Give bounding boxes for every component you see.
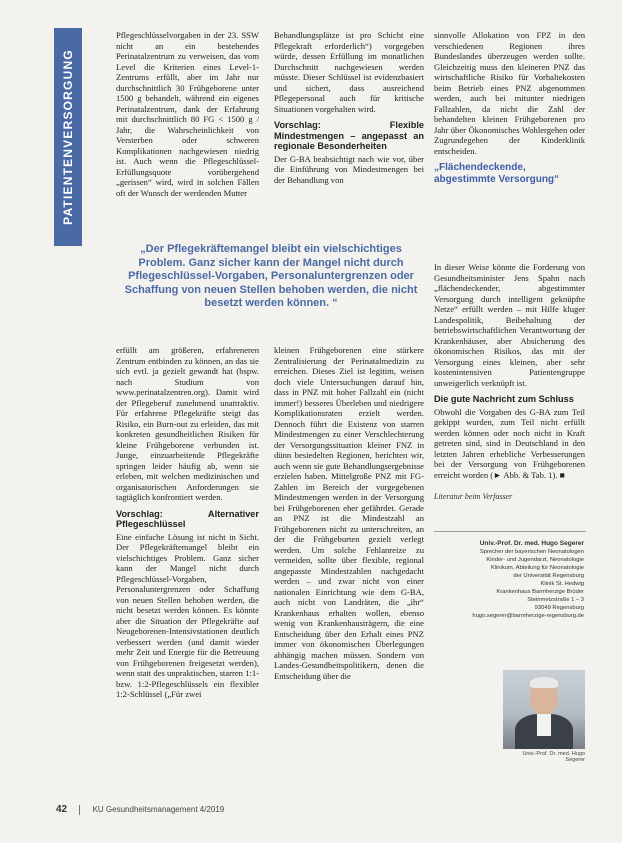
footer-divider [79,805,80,815]
author-line: Sprecher der bayerischen Neonatologen [479,549,584,555]
body-text: Obwohl die Vorgaben des G-BA zum Teil gekippt wurden, zum Teil nicht erfüllt werden können oder noch nicht in Kraft getreten sind, sind in Deutschland in den letzten Jahren erhebliche Verbesserungen bei der Versorgung von Frühgeborenen erreicht worden (► Abb. & Tab. 1). ■ [434,406,585,480]
author-line: 93049 Regensburg [534,605,584,611]
author-line: der Universität Regensburg [513,573,584,579]
divider [434,531,586,532]
body-text: Eine einfache Lösung ist nicht in Sicht. Der Pflegekräftemangel bleibt ein vielschichtiges Problem. Ganz sicher kann der Mangel nicht durch Pflegeschlüssel-Vorgaben, Personaluntergrenzen oder Schaffung von neuen Stellen behoben werden, die nicht besetzt werden können. Es könnte aber die Situation der Pflegekräfte auf Neugeborenen-Intensivstationen deutlich verbessert werden (und damit wieder mehr Zeit und Energie für die Betreuung von Frühgeborenen freigesetzt werden), wenn statt des unpraktischen, starren 1:1- bzw. 1:2-Pflegeschlüssels ein flexibler 1:2-Schlüssel („Für zwei [116,531,259,699]
column-3-top [434,30,585,187]
author-line: Steinmetzstraße 1 – 3 [527,597,584,603]
page-footer [56,804,224,815]
author-line: Krankenhaus Barmherzige Brüder [496,589,584,595]
body-text: In dieser Weise könnte die Forderung von Gesundheitsminister Jens Spahn nach „flächendeckender, abgestimmter Versorgung durch intelligent geknüpfte Netze“ erfüllt werden – mit Hilfe kluger Landespolitik, Beibehaltung der betriebswirtschaftlichen Verantwortung der Krankenhäuser, aber Absicherung des ökonomischen Risikos, das mit der Versorgung eines kleinen, aber sehr kostenintensiven Patientengruppe unweigerlich verknüpft ist. [434,262,585,388]
column-2-top [274,30,424,185]
literature-note: Literatur beim Verfasser [434,492,513,501]
body-text: erfüllt am größeren, erfahreneren Zentrum entbinden zu können, an das sie sich evtl. ja gezielt gewandt hat (bspw. nach Studium von www.perinatalzentren.org). Damit wird der Pflegeberuf zunehmend unattraktiv. Für erfahrene Pflegekräfte steigt das Risiko, ein Burn-out zu erleiden, das mit konkreten gesundheitlichen Risiken für kleine Frühgeborene verbunden ist. Junge, einzuarbeitende Pflegekräfte springen leider häufig ab, wenn sie erleben, mit welchen medizinischen und organisatorischen Anforderungen sie tagtäglich konfrontiert werden. [116,345,259,502]
author-info [434,540,584,658]
body-text: Pflegeschlüsselvorgaben in der 23. SSW nicht an ein bestehendes Perinatalzentrum zu verweisen, das vom Level die Kriterien eines Level-1-Zentrums erfüllt, aber im Jahr nur durchschnittlich 30 Frühgeborene unter 1500 g behandelt, während ein eigenes Perinatalzentrum, dank der Erfahrung mit durchschnittlich 80 FG < 1500 g / Jahr, die Wahrscheinlichkeit von Versterben oder schweren Komplikationen nachgewiesen niedrig ist. Auch wenn die Pflegeschlüssel-Erfüllungsquote vorübergehend „gerissen“ wird, wird in solchen Fällen oft der Wunsch der werdenden Mutter [116,30,259,198]
journal-name: KU Gesundheitsmanagement 4/2019 [92,805,225,814]
author-photo [503,670,585,749]
photo-shirt [537,714,551,736]
section-heading: Vorschlag: Flexible Mindestmengen – angepasst an regionale Besonderheiten [274,120,424,151]
body-text: sinnvolle Allokation von FPZ in den verschiedenen Regionen ihres Bundeslandes überzeugen werden sollte. Gleichzeitig muss den kleineren PNZ das wirtschaftliche Risiko für Vorhaltekosten beim Betrieb eines PNZ abgenommen werden, auch bei mitunter niedrigen Fallzahlen, da nicht die Zahl der behandelten kleinen Frühgeborenen pro Jahr über Ökonomisches Wohlergehen oder Zugrundegehen der Kinderklinik entscheiden. [434,30,585,156]
section-tab-label: PATIENTENVERSORGUNG [61,49,75,225]
author-line: Klinikum, Abteilung für Neonatologie [490,565,584,571]
column-2-bottom [274,345,424,681]
author-email: hugo.segerer@barmherzige-regensburg.de [472,613,584,619]
photo-caption: Univ.-Prof. Dr. med. Hugo Segerer [522,751,585,763]
column-3-bottom [434,262,585,480]
body-text: Der G-BA beabsichtigt nach wie vor, über die Einführung von Mindestmengen bei der Behandlung von [274,153,424,185]
section-tab [54,28,82,246]
column-1-top [116,30,259,198]
body-text: kleinen Frühgeborenen eine stärkere Zentralisierung der Perinatalmedizin zu erreichen. Dieses Ziel ist legitim, weisen doch viele Untersuchungen darauf hin, dass in PNZ mit hoher Fallzahl ein (nicht immer!) besseres Überleben und niedrigere Komplikationsraten erzielt werden. Dennoch führt die Existenz von starren Mindestmengen zu einer Verschlechterung der Versorgungssituation kleiner FNZ in dünn besiedelten Regionen, berichten wir, auch wenn sie gute Behandlungsergebnisse erzielen haben. Mittelgroße PNZ mit FG-Zahlen im Bereich der vorgegebenen Mindestmengen werden in der Versorgung bei Frühgeborenen eher gefährdet. Gerade an PNZ ist die Mindestzahl an Frühgeborenen nicht zu unterschreiten, an der die Frühgeburten gezielt verlegt werden. Um solche Fehlanreize zu vermeiden, sollte über flexible, regional angepasste Mindestzahlen nachgedacht werden – und zwar nicht von einer nationalen Einrichtung wie dem G-BA, auch nicht von Landräten, die „ihr“ Krankenhaus erhalten wollen, ebenso wenig von Krankenhausträgern, die eine Entscheidung über den Erhalt eines PNZ immer von ökonomischen Überlegungen abhängig machen müssen. Sondern von Landes-Gesundheitspolitikern, denen die Entscheidung über die [274,345,424,681]
photo-hair [530,677,558,688]
section-heading: „Flächendeckende, abgestimmte Versorgung“ [434,162,560,185]
page-number: 42 [56,804,68,815]
author-name: Univ.-Prof. Dr. med. Hugo Segerer [479,540,584,547]
section-heading: Die gute Nachricht zum Schluss [434,394,574,404]
column-1-bottom [116,345,259,700]
author-line: Klinik St. Hedwig [540,581,584,587]
author-line: Kinder- und Jugendarzt, Neonatologie [486,557,584,563]
section-heading: Vorschlag: Alternativer Pflegeschlüssel [116,508,259,529]
body-text: Behandlungsplätze ist pro Schicht eine Pflegekraft erforderlich“) vorgegeben würde, dessen Erfüllung im monatlichen Durchschnitt nachgewiesen werden müsste. Dieser Schlüssel ist evidenzbasiert und sichert, dass ausreichend Pflegepersonal auch für kritische Situationen vorgehalten wird. [274,30,424,114]
pull-quote: „Der Pflegekräftemangel bleibt ein vielschichtiges Problem. Ganz sicher kann der Mangel nicht durch Pflegeschlüssel-Vorgaben, Personaluntergrenzen oder Schaffung von neuen Stellen behoben werden, die nicht besetzt werden können. “ [124,243,418,309]
